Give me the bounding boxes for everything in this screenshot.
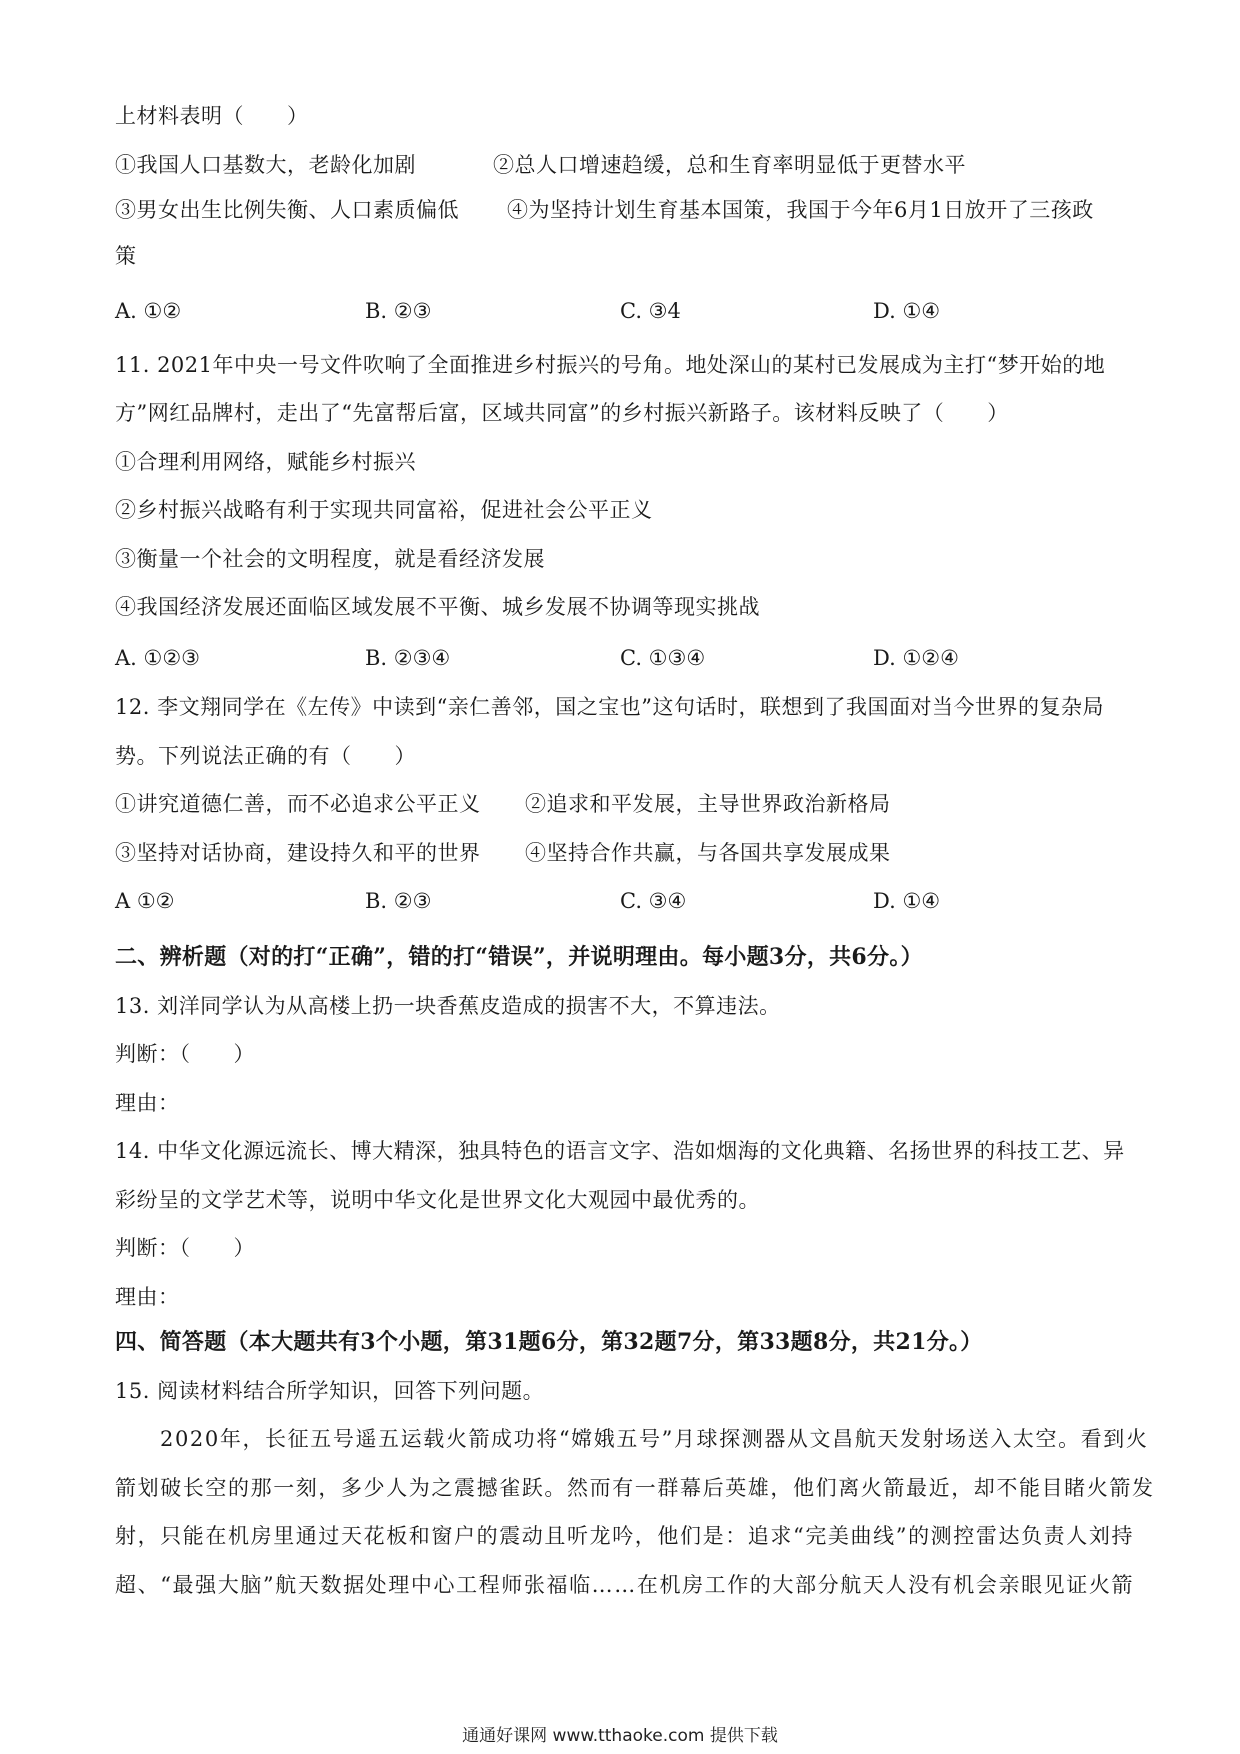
q15-stem: 15. 阅读材料结合所学知识，回答下列问题。 [115, 1379, 545, 1403]
q10-option-d: D. ①④ [873, 299, 941, 323]
q12-statement-2: ②追求和平发展，主导世界政治新格局 [525, 792, 891, 816]
q10-stem-end: 上材料表明（ ） [115, 104, 309, 128]
q15-material-line-2: 箭划破长空的那一刻，多少人为之震撼雀跃。然而有一群幕后英雄，他们离火箭最近，却不能目睹火箭发 [115, 1476, 1155, 1500]
section-4-heading: 四、简答题（本大题共有3个小题，第31题6分，第32题7分，第33题8分，共21分。） [115, 1329, 983, 1355]
q11-statement-2: ②乡村振兴战略有利于实现共同富裕，促进社会公平正义 [115, 498, 653, 522]
q11-option-a: A. ①②③ [115, 646, 200, 670]
page-footer: 通通好课网 www.tthaoke.com 提供下载 [462, 1726, 778, 1746]
q14-stem-line-1: 14. 中华文化源远流长、博大精深，独具特色的语言文字、浩如烟海的文化典籍、名扬世界的科技工艺、异 [115, 1139, 1125, 1163]
q10-statement-4-cont: 策 [115, 244, 137, 268]
section-2-heading: 二、辨析题（对的打“正确”，错的打“错误”，并说明理由。每小题3分，共6分。） [115, 944, 923, 970]
q10-statement-1: ①我国人口基数大，老龄化加剧 [115, 153, 416, 177]
q14-reason: 理由： [115, 1285, 180, 1309]
q10-statement-4: ④为坚持计划生育基本国策，我国于今年6月1日放开了三孩政 [507, 198, 1094, 222]
q12-statement-1: ①讲究道德仁善，而不必追求公平正义 [115, 792, 481, 816]
q13-judge: 判断：（ ） [115, 1042, 255, 1066]
q11-statement-1: ①合理利用网络，赋能乡村振兴 [115, 450, 416, 474]
q10-option-a: A. ①② [115, 299, 182, 323]
q11-statement-3: ③衡量一个社会的文明程度，就是看经济发展 [115, 547, 545, 571]
q15-material-line-4: 超、“最强大脑”航天数据处理中心工程师张福临……在机房工作的大部分航天人没有机会亲眼见证火箭 [115, 1573, 1135, 1597]
q12-option-a: A ①② [115, 889, 175, 913]
q12-statement-4: ④坚持合作共赢，与各国共享发展成果 [525, 841, 891, 865]
q11-stem-line-1: 11. 2021年中央一号文件吹响了全面推进乡村振兴的号角。地处深山的某村已发展成为主打“梦开始的地 [115, 353, 1106, 377]
q10-statement-3: ③男女出生比例失衡、人口素质偏低 [115, 198, 459, 222]
q11-stem-line-2: 方”网红品牌村，走出了“先富帮后富，区域共同富”的乡村振兴新路子。该材料反映了（ ） [115, 401, 1009, 425]
q11-option-b: B. ②③④ [365, 646, 451, 670]
q11-option-d: D. ①②④ [873, 646, 959, 670]
q13-reason: 理由： [115, 1091, 180, 1115]
q10-option-b: B. ②③ [365, 299, 432, 323]
q12-option-d: D. ①④ [873, 889, 941, 913]
q14-stem-line-2: 彩纷呈的文学艺术等，说明中华文化是世界文化大观园中最优秀的。 [115, 1188, 760, 1212]
q12-statement-3: ③坚持对话协商，建设持久和平的世界 [115, 841, 481, 865]
q11-statement-4: ④我国经济发展还面临区域发展不平衡、城乡发展不协调等现实挑战 [115, 595, 760, 619]
q15-material-line-3: 射，只能在机房里通过天花板和窗户的震动且听龙吟，他们是：追求“完美曲线”的测控雷达负责人刘持 [115, 1524, 1135, 1548]
q12-option-b: B. ②③ [365, 889, 432, 913]
q13-text: 13. 刘洋同学认为从高楼上扔一块香蕉皮造成的损害不大，不算违法。 [115, 994, 781, 1018]
q12-stem-line-1: 12. 李文翔同学在《左传》中读到“亲仁善邻，国之宝也”这句话时，联想到了我国面对当今世界的复杂局 [115, 695, 1105, 719]
q10-option-c: C. ③4 [620, 299, 681, 323]
q14-judge: 判断：（ ） [115, 1236, 255, 1260]
q12-stem-line-2: 势。下列说法正确的有（ ） [115, 744, 416, 768]
q12-option-c: C. ③④ [620, 889, 687, 913]
q10-statement-2: ②总人口增速趋缓，总和生育率明显低于更替水平 [493, 153, 966, 177]
q15-material-line-1: 2020年，长征五号遥五运载火箭成功将“嫦娥五号”月球探测器从文昌航天发射场送入太空。看到火 [160, 1427, 1149, 1451]
q11-option-c: C. ①③④ [620, 646, 706, 670]
